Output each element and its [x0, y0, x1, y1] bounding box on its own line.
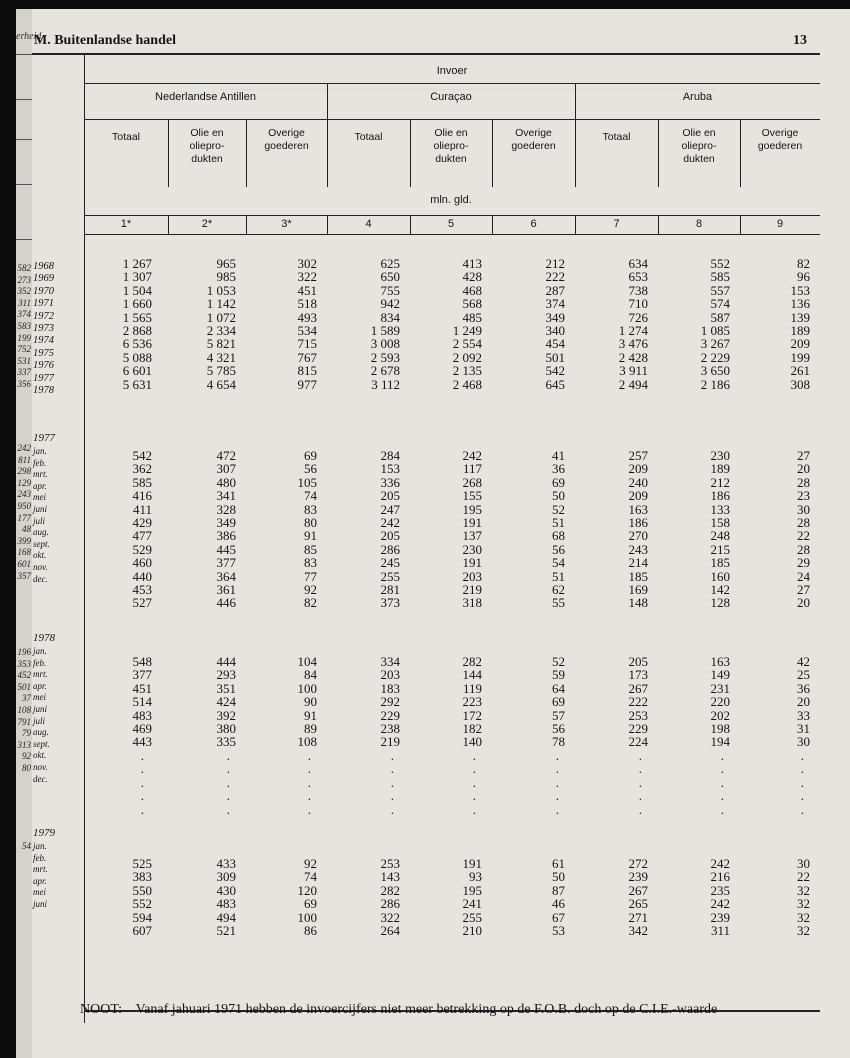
page-number: 13	[793, 33, 807, 48]
month-row-labels-1979: jan. feb. mrt. apr. mei juni	[33, 841, 48, 909]
facing-page-rule	[16, 184, 32, 185]
facing-page-rule	[16, 54, 32, 55]
data-column: 433 309 430 483 494 521	[216, 856, 236, 939]
data-column: 242 216 235 242 239 311	[710, 856, 730, 939]
data-column: 302 322 451 518 493 534 715 767 815 977	[297, 256, 317, 392]
missing-value-marks: . . . . .	[638, 748, 642, 817]
column-header: Overige goederen	[757, 127, 803, 152]
facing-page-rule	[16, 99, 32, 100]
column-number: 4	[365, 218, 372, 230]
data-column: 69 56 105 74 83 80 91 85 83 77 92 82	[297, 448, 317, 611]
year-1978-heading: 1978	[33, 632, 55, 644]
facing-page-1979-value: 54	[22, 841, 31, 851]
data-column: 334 203 183 292 229 238 219	[380, 654, 400, 750]
missing-value-marks: . . . . .	[307, 748, 311, 817]
data-column: 27 20 28 23 30 28 22 28 29 24 27 20	[797, 448, 810, 611]
group-heading: Nederlandse Antillen	[155, 91, 256, 103]
month-row-labels-1978: jan. feb. mrt. apr. mei juni juli aug. sept. okt. nov. dec.	[33, 646, 50, 784]
data-column: 163 149 231 220 202 198 194	[710, 654, 730, 750]
data-column: 92 74 120 69 100 86	[297, 856, 317, 939]
missing-value-marks: . . . . .	[800, 748, 804, 817]
data-column: 61 50 87 46 67 53	[552, 856, 565, 939]
facing-page-title-fragment: erheid	[16, 31, 42, 42]
section-title: M. Buitenlandse handel	[34, 33, 176, 48]
group-heading: Curaçao	[430, 91, 472, 103]
data-column: 525 383 550 552 594 607	[132, 856, 152, 939]
data-column: 242 117 268 155 195 191 137 230 191 203 219 318	[462, 448, 482, 611]
group-rule	[84, 119, 820, 120]
data-column: 542 362 585 416 411 429 477 529 460 440 453 527	[132, 448, 152, 611]
column-number: 7	[613, 218, 620, 230]
column-number: 3*	[281, 218, 292, 230]
data-column: 212 222 287 374 349 340 454 501 542 645	[545, 256, 565, 392]
data-column: 472 307 480 341 328 349 386 445 377 364 361 446	[216, 448, 236, 611]
column-header: Overige goederen	[511, 127, 556, 152]
data-column: 30 22 32 32 32 32	[797, 856, 810, 939]
footnote	[80, 1002, 717, 1018]
data-column: 253 143 282 286 322 264	[380, 856, 400, 939]
data-column: 282 144 119 223 172 182 140	[462, 654, 482, 750]
data-column: 257 209 240 209 163 186 270 243 214 185 169 148	[628, 448, 648, 611]
column-header: Olie en oliepro- dukten	[433, 127, 469, 165]
data-column: 413 428 468 568 485 1 249 2 554 2 092 2 135 2 468	[452, 256, 482, 392]
data-column: 52 59 64 69 57 56 78	[552, 654, 565, 750]
invoer-heading: Invoer	[436, 65, 468, 77]
year-row-labels: 1968 1969 1970 1971 1972 1973 1974 1975 1976 1977 1978	[33, 261, 54, 397]
year-1979-heading: 1979	[33, 827, 55, 839]
document-page	[18, 9, 850, 1058]
column-number: 8	[695, 218, 703, 230]
column-divider	[575, 119, 576, 187]
column-header: Olie en oliepro- dukten	[189, 127, 225, 165]
column-number: 2*	[201, 218, 213, 230]
column-header: Overige goederen	[264, 127, 309, 152]
facing-page-year-values: 582 273 352 311 374 583 199 752 531 337 356	[17, 263, 31, 389]
data-column: 230 189 212 186 133 158 248 215 185 160 142 128	[710, 448, 730, 611]
missing-value-marks: . . . . .	[140, 748, 144, 817]
month-row-labels-1977: jan. feb. mrt. apr. mei juni juli aug. sept. okt. nov. dec.	[33, 446, 50, 584]
column-header: Totaal	[354, 131, 383, 143]
data-column: 1 267 1 307 1 504 1 660 1 565 2 868 6 536 5 088 6 601 5 631	[122, 256, 152, 392]
missing-value-marks: . . . . .	[226, 748, 230, 817]
column-divider	[327, 119, 328, 187]
year-1977-heading: 1977	[33, 432, 55, 444]
column-number: 5	[447, 218, 455, 230]
column-number: 9	[776, 218, 784, 230]
missing-value-marks: . . . . .	[720, 748, 724, 817]
unit-rule	[84, 215, 820, 216]
column-number: 6	[530, 218, 537, 230]
missing-value-marks: . . . . .	[390, 748, 394, 817]
data-column: 82 96 153 136 139 189 209 199 261 308	[790, 256, 810, 392]
data-column: 965 985 1 053 1 142 1 072 2 334 5 821 4 321 5 785 4 654	[206, 256, 236, 392]
footnote-text: Vanaf jahuari 1971 hebben de invoercijfers niet meer betrekking op de F.O.B. doch op de C.I.E.-waarde	[135, 1002, 718, 1017]
column-number: 1*	[120, 218, 132, 230]
data-column: 272 239 267 265 271 342	[628, 856, 648, 939]
data-column: 634 653 738 710 726 1 274 3 476 2 428 3 911 2 494	[618, 256, 648, 392]
data-column: 41 36 69 50 52 51 68 56 54 51 62 55	[552, 448, 565, 611]
column-header: Totaal	[602, 131, 631, 143]
data-column: 625 650 755 942 834 1 589 3 008 2 593 2 678 3 112	[370, 256, 400, 392]
group-heading: Aruba	[682, 91, 713, 103]
unit-label: mln. gld.	[430, 194, 472, 206]
facing-page-1977-values: 242 811 298 129 243 950 177 48 399 168 601 357	[17, 443, 31, 581]
column-header: Olie en oliepro- dukten	[681, 127, 717, 165]
missing-value-marks: . . . . .	[472, 748, 476, 817]
data-column: 104 84 100 90 91 89 108	[297, 654, 317, 750]
column-header: Totaal	[111, 131, 141, 143]
data-column: 284 153 336 205 247 242 205 286 245 255 281 373	[380, 448, 400, 611]
header-rule	[32, 53, 820, 55]
invoer-rule	[84, 83, 820, 84]
data-column: 42 25 36 20 33 31 30	[797, 654, 810, 750]
missing-value-marks: . . . . .	[555, 748, 559, 817]
data-column: 548 377 451 514 483 469 443	[132, 654, 152, 750]
data-column: 205 173 267 222 253 229 224	[628, 654, 648, 750]
data-column: 444 293 351 424 392 380 335	[216, 654, 236, 750]
facing-page-rule	[16, 139, 32, 140]
data-column: 191 93 195 241 255 210	[462, 856, 482, 939]
facing-page-1978-values: 196 353 452 501 37 108 791 79 313 92 80	[17, 647, 31, 773]
number-rule	[84, 234, 820, 235]
facing-page-rule	[16, 239, 32, 240]
data-column: 552 585 557 574 587 1 085 3 267 2 229 3 650 2 186	[700, 256, 730, 392]
footnote-label: NOOT:	[80, 1002, 123, 1017]
